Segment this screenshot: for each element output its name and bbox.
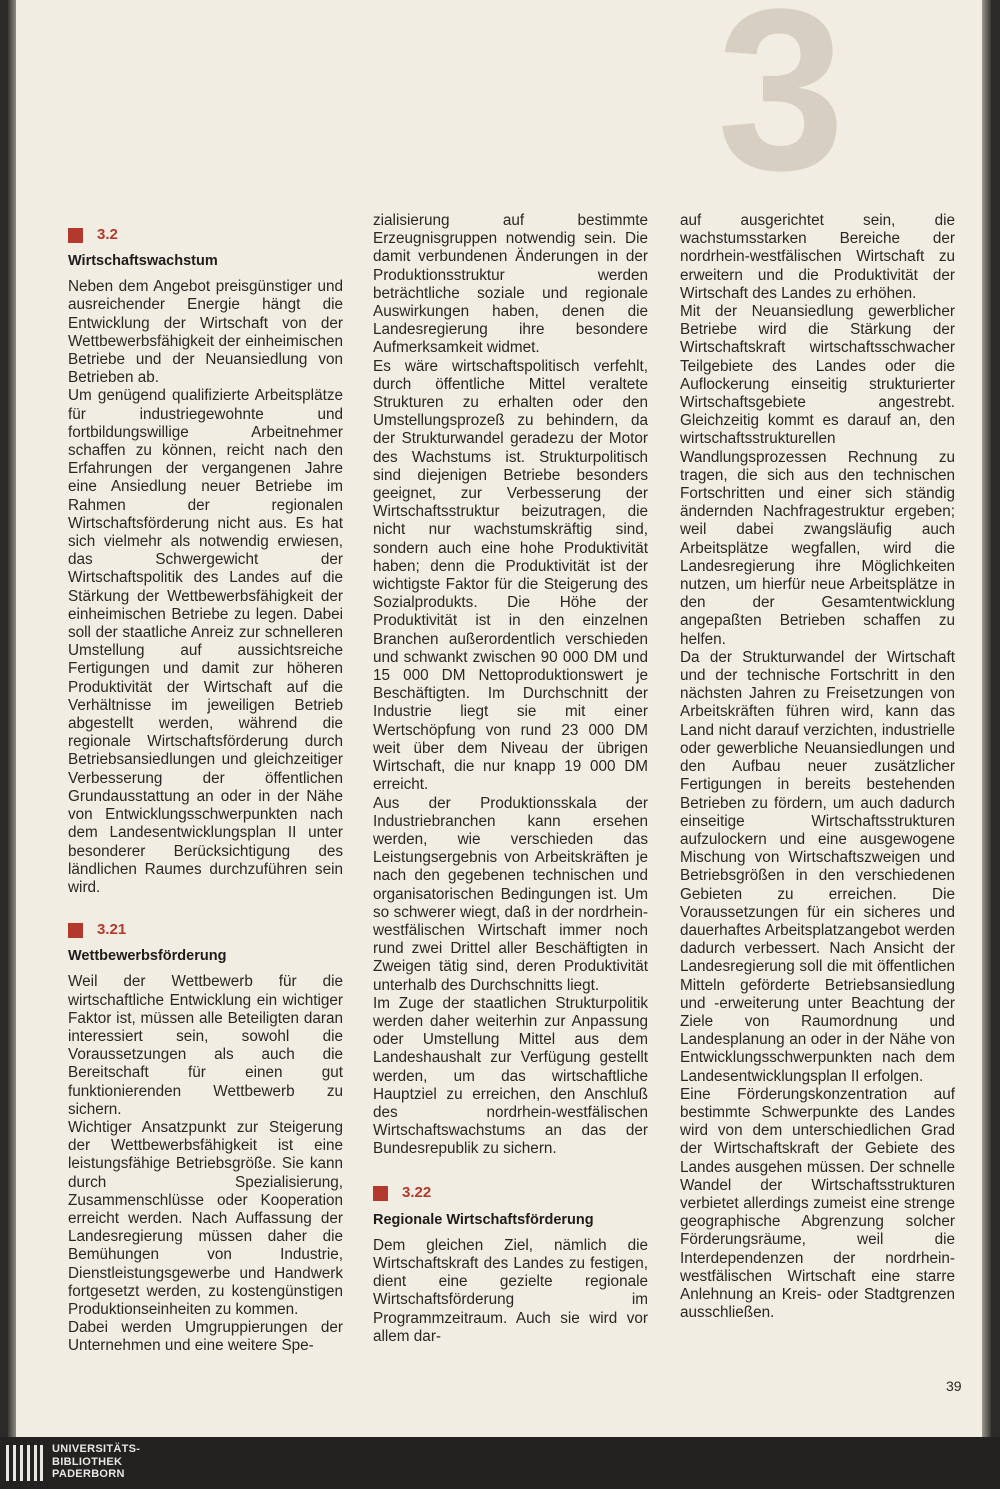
section-number: 3.21 (97, 921, 127, 938)
paragraph: Um genügend qualifizierte Arbeitsplätze für industriegewohnte und fortbildungswillige Arbeitnehmer schaffen zu können, reicht nach den Erfahrungen der vergangenen Jahre eine Ansiedlung neuer Betriebe im Rahmen der regionalen Wirtschaftsförderung nicht aus. Es hat sich vielmehr als notwendig erwiesen, das Schwergewicht der Wirtschaftspolitik des Landes auf die Stärkung der Wettbewerbsfähigkeit der einheimischen Betriebe zu legen. Dabei soll der staatliche Anreiz zur schnelleren Umstellung auf aussichtsreiche Fertigungen und damit zur höheren Produktivität der Wirtschaft auf die Verhältnisse im jeweiligen Betrieb abgestellt werden, während die regionale Wirtschaftsförderung durch Betriebsansiedlungen und gleichzeitiger Verbesserung der öffentlichen Grundausstattung an oder in der Nähe von Entwicklungsschwerpunkten nach dem Landesentwicklungsplan II unter besonderer Berücksichtigung des ländlichen Raumes durchzuführen sein wird. (68, 387, 343, 896)
column-2 (373, 212, 648, 1346)
section-title: Wirtschaftswachstum (68, 253, 218, 269)
section-number: 3.2 (97, 225, 118, 243)
library-name (52, 1443, 140, 1481)
section-title: Wettbewerbsförderung (68, 948, 227, 965)
paragraph: auf ausgerichtet sein, die wachstumsstarken Bereiche der nordrhein-westfälischen Wirtschaft zu erweitern und die Produktivität der Wirtschaft des Landes zu erhöhen. (680, 212, 955, 302)
paragraph: Weil der Wettbewerb für die wirtschaftliche Entwicklung ein wichtiger Faktor ist, müssen alle Beteiligten daran interessiert sein, sowohl die Voraussetzungen als auch die Bereitschaft für einen gut funktionierenden Wettbewerb zu sichern. (68, 973, 343, 1118)
chapter-number: 3 (717, 0, 841, 218)
library-name-line: PADERBORN (52, 1468, 125, 1480)
library-footer (0, 1437, 1000, 1489)
section-heading (68, 919, 343, 941)
paragraph: Dem gleichen Ziel, nämlich die Wirtschaftskraft des Landes zu festigen, dient eine gezielte regionale Wirtschaftsförderung im Programmzeitraum. Auch sie wird vor allem dar- (373, 1236, 648, 1345)
page-spine (8, 0, 16, 1437)
library-name-line: BIBLIOTHEK (52, 1455, 123, 1468)
paragraph: zialisierung auf bestimmte Erzeugnisgruppen notwendig sein. Die damit verbundenen Änderungen in der Produktionsstruktur werden beträchtliche soziale und regionale Auswirkungen haben, denen die Landesregierung ihre besondere Aufmerksamkeit widmet. (373, 212, 648, 357)
paragraph: Da der Strukturwandel der Wirtschaft und der technische Fortschritt in den nächsten Jahren zu Freisetzungen von Arbeitskräften führen wird, kann das Land nicht darauf verzichten, industrielle oder gewerbliche Neuansiedlungen und den Aufbau neuer zusätzlicher Fertigungen in bereits bestehenden Betrieben zu fördern, um auch dadurch einseitige Wirtschaftsstrukturen aufzulockern und eine ausgewogene Mischung von Wirtschaftszweigen und Betriebsgrößen in den verschiedenen Gebieten zu erreichen. Die Voraussetzungen für ein sicheres und dauerhaftes Arbeitsplatzangebot werden dadurch verbessert. Nach Ansicht der Landesregierung soll die mit öffentlichen Mitteln geförderte Betriebsansiedlung und -erweiterung unter Beachtung der Ziele von Raumordnung und Landesplanung an oder in der Nähe von Entwicklungsschwerpunkten nach dem Landesentwicklungsplan II erfolgen. (680, 648, 955, 1085)
section-heading (373, 1183, 648, 1205)
paragraph: Mit der Neuansiedlung gewerblicher Betriebe wird die Stärkung der Wirtschaftskraft wirtschaftsschwacher Teilgebiete des Landes oder die Auflockerung einseitig strukturierter Wirtschaftsgebiete angestrebt. Gleichzeitig kommt es darauf an, den wirtschaftsstrukturellen Wandlungsprozessen Rechnung zu tragen, die sich aus den technischen Fortschritten und einer sich ständig ändernden Nachfragestruktur ergeben; weil dabei zwangsläufig auch Arbeitsplätze wegfallen, wird die Landesregierung ihre Möglichkeiten nutzen, um hierfür neue Arbeitsplätze in den der Gesamtentwicklung angepaßten Betrieben schaffen zu helfen. (680, 303, 955, 648)
section-marker-icon (373, 1186, 388, 1201)
paragraph: Eine Förderungskonzentration auf bestimmte Schwerpunkte des Landes wird von dem unterschiedlichen Grad der Wirtschaftskraft der Gebiete des Landes ausgehen müssen. Der schnelle Wandel der Wirtschaftsstrukturen verbietet allerdings zumeist eine strenge geographische Abgrenzung solcher Förderungsräume, weil die Interdependenzen der nordrhein-westfälischen Wirtschaft eine starre Anlehnung an Kreis- oder Stadtgrenzen ausschließen. (680, 1085, 955, 1322)
paragraph: Im Zuge der staatlichen Strukturpolitik werden daher weiterhin zur Anpassung oder Umstellung Mittel aus dem Landeshaushalt zur Verfügung gestellt werden, um das wirtschaftliche Hauptziel zu erreichen, den Anschluß des nordrhein-westfälischen Wirtschaftswachstums an das der Bundesrepublik zu sichern. (373, 994, 648, 1158)
paragraph: Dabei werden Umgruppierungen der Unternehmen und eine weitere Spe- (68, 1319, 343, 1355)
paragraph: Neben dem Angebot preisgünstiger und ausreichender Energie hängt die Entwicklung der Wirtschaft von der Wettbewerbsfähigkeit der einheimischen Betriebe und der Neuansiedlung von Betrieben ab. (68, 278, 343, 387)
library-name-line: UNIVERSITÄTS- (52, 1443, 141, 1455)
paragraph: Es wäre wirtschaftspolitisch verfehlt, durch öffentliche Mittel veraltete Strukturen zu erhalten oder den Umstellungsprozeß zu behindern, da der Strukturwandel geradezu der Motor des Wachstums ist. Strukturpolitisch sind diejenigen Betriebe besonders geeignet, zur Verbesserung der Wirtschaftsstruktur beizutragen, die nicht nur wachstumskräftig sind, sondern auch eine hohe Produktivität haben; denn die Produktivität ist der wichtigste Faktor für die Steigerung des Sozialprodukts. Die Höhe der Produktivität ist in den einzelnen Branchen außerordentlich verschieden und schwankt zwischen 90 000 DM und 15 000 DM Nettoproduktionswert je Beschäftigten. Im Durchschnitt der Industrie liegt sie mit einer Wertschöpfung von rund 23 000 DM weit über dem Niveau der übrigen Wirtschaft, die nur knapp 19 000 DM erreicht. (373, 357, 648, 794)
paragraph: Wichtiger Ansatzpunkt zur Steigerung der Wettbewerbsfähigkeit ist eine leistungsfähige Betriebsgröße. Sie kann durch Spezialisierung, Zusammenschlüsse oder Kooperation erreicht werden. Nach Auffassung der Landesregierung müssen daher die Bemühungen von Industrie, Dienstleistungsgewerbe und Handwerk fortgesetzt werden, zu kostengünstigen Produktionseinheiten zu kommen. (68, 1118, 343, 1318)
section-title: Regionale Wirtschaftsförderung (373, 1211, 594, 1228)
library-logo-icon (4, 1443, 44, 1483)
book-page (8, 0, 991, 1437)
page-number: 39 (946, 1378, 962, 1394)
section-marker-icon (68, 228, 83, 243)
page-edge (982, 0, 991, 1437)
section-number: 3.22 (402, 1184, 432, 1202)
section-marker-icon (68, 923, 83, 938)
paragraph: Aus der Produktionsskala der Industriebranchen kann ersehen werden, wie verschieden das Leistungsergebnis von Arbeitskräften je nach den gegebenen technischen und organisatorischen Bedingungen ist. Um so schwerer wiegt, daß in der nordrhein-westfälischen Wirtschaft immer noch rund zwei Drittel aller Beschäftigten in Zweigen tätig sind, deren Produktivität unterhalb des Durchschnitts liegt. (373, 794, 648, 994)
column-3 (680, 212, 955, 1322)
section-heading (68, 224, 343, 246)
column-1 (68, 224, 343, 1356)
